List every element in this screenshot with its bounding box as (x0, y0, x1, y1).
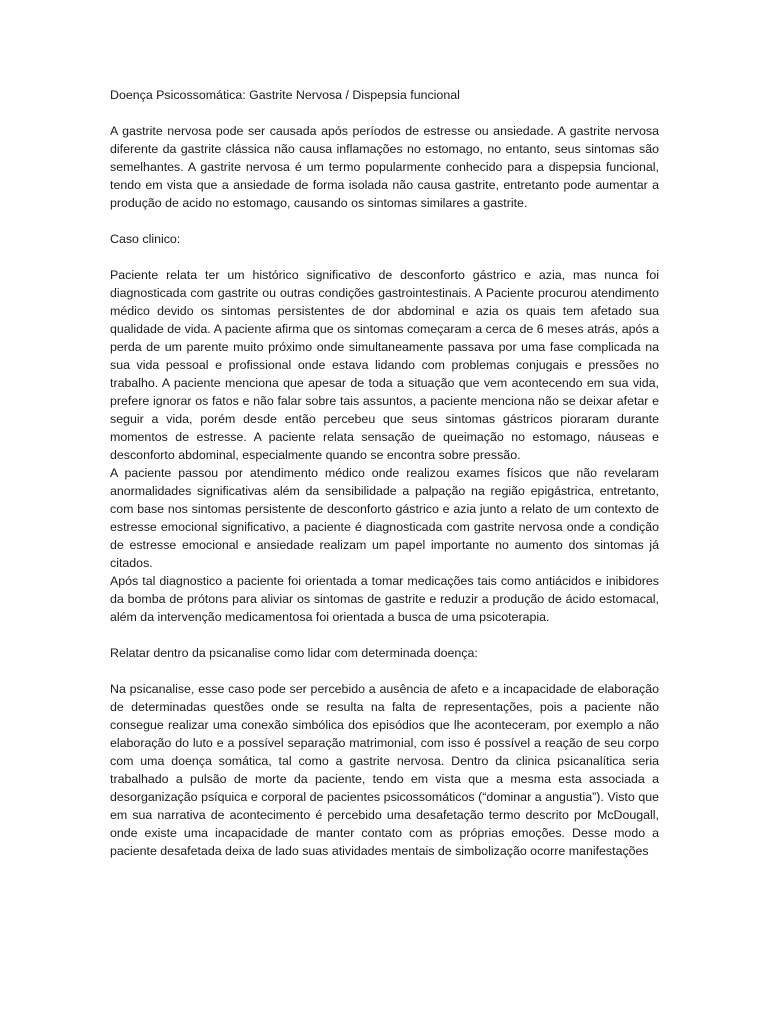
psychoanalysis-paragraph: Na psicanalise, esse caso pode ser percebido a ausência de afeto e a incapacidade de elaboração de determinadas questões onde se resulta na falta de representações, pois a paciente não consegue realizar uma conexão simbólica dos episódios que lhe aconteceram, por exemplo a não elaboração do luto e a possível separação matrimonial, com isso é possível a reação de seu corpo com uma doença somática, tal como a gastrite nervosa. Dentro da clinica psicanalítica seria trabalhado a pulsão de morte da paciente, tendo em vista que a mesma esta associada a desorganização psíquica e corporal de pacientes psicossomáticos (“dominar a angustia”). Visto que em sua narrativa de acontecimento é percebido uma desafetação termo descrito por McDougall, onde existe uma incapacidade de manter contato com as próprias emoções. Desse modo a paciente desafetada deixa de lado suas atividades mentais de simbolização ocorre manifestações (110, 682, 659, 858)
psychoanalysis-heading: Relatar dentro da psicanalise como lidar com determinada doença: (110, 646, 478, 660)
document-title: Doença Psicossomática: Gastrite Nervosa / Dispepsia funcional (110, 88, 460, 102)
intro-paragraph: A gastrite nervosa pode ser causada após períodos de estresse ou ansiedade. A gastrite nervosa diferente da gastrite clássica não causa inflamações no estomago, no entanto, seus sintomas são semelhantes. A gastrite nervosa é um termo popularmente conhecido para a dispepsia funcional, tendo em vista que a ansiedade de forma isolada não causa gastrite, entretanto pode aumentar a produção de acido no estomago, causando os sintomas similares a gastrite. (110, 124, 659, 210)
case-paragraph-1: Paciente relata ter um histórico significativo de desconforto gástrico e azia, mas nunca foi diagnosticada com gastrite ou outras condições gastrointestinais. A Paciente procurou atendimento médico devido os sintomas persistentes de dor abdominal e azia os quais tem afetado sua qualidade de vida. A paciente afirma que os sintomas começaram a cerca de 6 meses atrás, após a perda de um parente muito próximo onde simultaneamente passava por uma fase complicada na sua vida pessoal e profissional onde estava lidando com problemas conjugais e pressões no trabalho. A paciente menciona que apesar de toda a situação que vem acontecendo em sua vida, prefere ignorar os fatos e não falar sobre tais assuntos, a paciente menciona não se deixar afetar e seguir a vida, porém desde então percebeu que seus sintomas gástricos pioraram durante momentos de estresse. A paciente relata sensação de queimação no estomago, náuseas e desconforto abdominal, especialmente quando se encontra sobre pressão. (110, 268, 659, 462)
case-paragraph-3: Após tal diagnostico a paciente foi orientada a tomar medicações tais como antiácidos e inibidores da bomba de prótons para aliviar os sintomas de gastrite e reduzir a produção de ácido estomacal, além da intervenção medicamentosa foi orientada a busca de uma psicoterapia. (110, 574, 659, 624)
case-heading: Caso clinico: (110, 232, 181, 246)
document-body (110, 86, 659, 860)
case-paragraph-2: A paciente passou por atendimento médico onde realizou exames físicos que não revelaram anormalidades significativas além da sensibilidade a palpação na região epigástrica, entretanto, com base nos sintomas persistente de desconforto gástrico e azia junto a relato de um contexto de estresse emocional significativo, a paciente é diagnosticada com gastrite nervosa onde a condição de estresse emocional e ansiedade realizam um papel importante no aumento dos sintomas já citados. (110, 466, 659, 570)
